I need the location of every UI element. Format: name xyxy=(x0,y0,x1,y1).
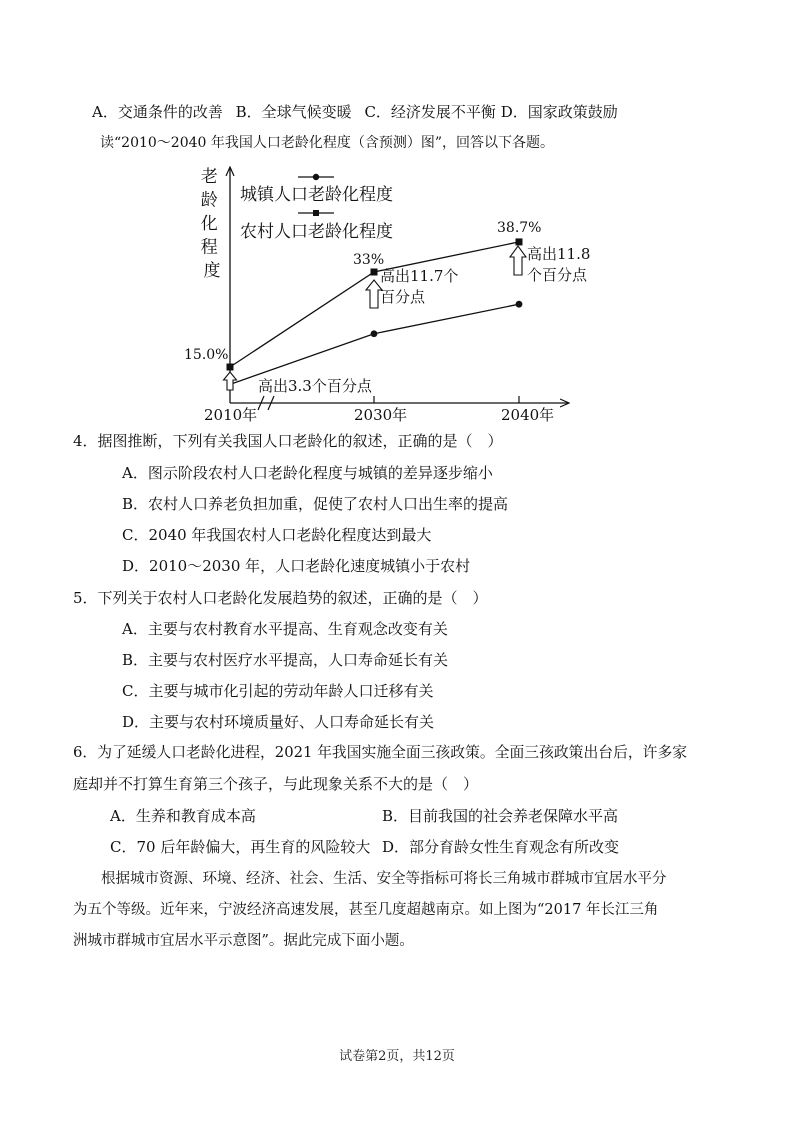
q6-option-b: B．目前我国的社会养老保障水平高 xyxy=(382,807,619,825)
q5-stem: 5．下列关于农村人口老龄化发展趋势的叙述，正确的是（ ） xyxy=(73,589,488,607)
annotation-2010: 高出3.3个百分点 xyxy=(258,377,372,395)
option-c: C．经济发展不平衡 xyxy=(364,103,496,121)
chart-intro: 读“2010～2040 年我国人口老龄化程度（含预测）图”，回答以下各题。 xyxy=(100,135,555,151)
q6-stem-line2: 庭却并不打算生育第三个孩子，与此现象关系不大的是（ ） xyxy=(73,775,479,793)
q6-option-d: D．部分育龄女性生育观念有所改变 xyxy=(382,838,620,856)
value-label-2010: 15.0% xyxy=(184,347,229,363)
q6-option-a: A．生养和教育成本高 xyxy=(110,807,256,825)
value-label-2040: 38.7% xyxy=(497,220,542,236)
q5-option-d: D．主要与农村环境质量好、人口寿命延长有关 xyxy=(122,713,435,731)
annotation-2030-line1: 高出11.7个 xyxy=(380,267,459,285)
q4-option-c: C．2040 年我国农村人口老龄化程度达到最大 xyxy=(122,526,432,544)
passage-line1: 根据城市资源、环境、经济、社会、生活、安全等指标可将长三角城市群城市宜居水平分 xyxy=(101,871,667,887)
urban-point-2010年 xyxy=(227,364,234,371)
legend-rural-marker xyxy=(313,210,319,216)
option-d: D．国家政策鼓励 xyxy=(500,103,618,121)
annotation-2030-line2: 百分点 xyxy=(380,288,426,306)
value-label-2030: 33% xyxy=(353,252,385,268)
x-tick-label-2030: 2030年 xyxy=(354,406,408,424)
passage-line3: 洲城市群城市宜居水平示意图”。据此完成下面小题。 xyxy=(73,933,414,949)
urban-point-2030年 xyxy=(371,269,378,276)
q5-option-a: A．主要与农村教育水平提高、生育观念改变有关 xyxy=(122,620,448,638)
q5-option-b: B．主要与农村医疗水平提高，人口寿命延长有关 xyxy=(122,651,449,669)
gap-arrow-2040 xyxy=(510,246,526,275)
gap-arrow-2010 xyxy=(224,372,237,390)
x-tick-label-2040: 2040年 xyxy=(501,406,555,424)
annotation-2040-line1: 高出11.8 xyxy=(527,245,591,263)
rural-point-2030年 xyxy=(371,330,378,337)
x-tick-label-2010: 2010年 xyxy=(204,406,258,424)
q6-stem-line1: 6．为了延缓人口老龄化进程，2021 年我国实施全面三孩政策。全面三孩政策出台后，许多家 xyxy=(73,744,688,761)
series-line-rural xyxy=(230,304,519,384)
passage-line2: 为五个等级。近年来，宁波经济高速发展，甚至几度超越南京。如上图为“2017 年长江三角 xyxy=(73,902,659,918)
annotation-2040-line2: 个百分点 xyxy=(527,266,588,284)
q4-option-a: A．图示阶段农村人口老龄化程度与城镇的差异逐步缩小 xyxy=(122,464,493,482)
y-axis-label: 老 龄 化 程 度 xyxy=(200,167,221,281)
aging-chart xyxy=(0,160,794,440)
q4-option-b: B．农村人口养老负担加重，促使了农村人口出生率的提高 xyxy=(122,495,509,513)
q4-option-d: D．2010～2030 年，人口老龄化速度城镇小于农村 xyxy=(122,557,471,575)
legend-urban-marker xyxy=(313,174,319,180)
q4-stem: 4．据图推断，下列有关我国人口老龄化的叙述，正确的是（ ） xyxy=(73,432,503,450)
page-footer: 试卷第2页，共12页 xyxy=(339,1049,455,1064)
legend-rural-label: 农村人口老龄化程度 xyxy=(240,222,393,242)
legend-urban-label: 城镇人口老龄化程度 xyxy=(240,185,393,205)
q5-option-c: C．主要与城市化引起的劳动年龄人口迁移有关 xyxy=(122,682,434,700)
q6-option-c: C．70 后年龄偏大，再生育的风险较大 xyxy=(110,838,371,856)
option-b: B．全球气候变暖 xyxy=(235,103,352,121)
urban-point-2040年 xyxy=(516,238,523,245)
option-a: A．交通条件的改善 xyxy=(92,103,223,121)
previous-question-options xyxy=(92,102,618,122)
rural-point-2040年 xyxy=(516,301,523,308)
